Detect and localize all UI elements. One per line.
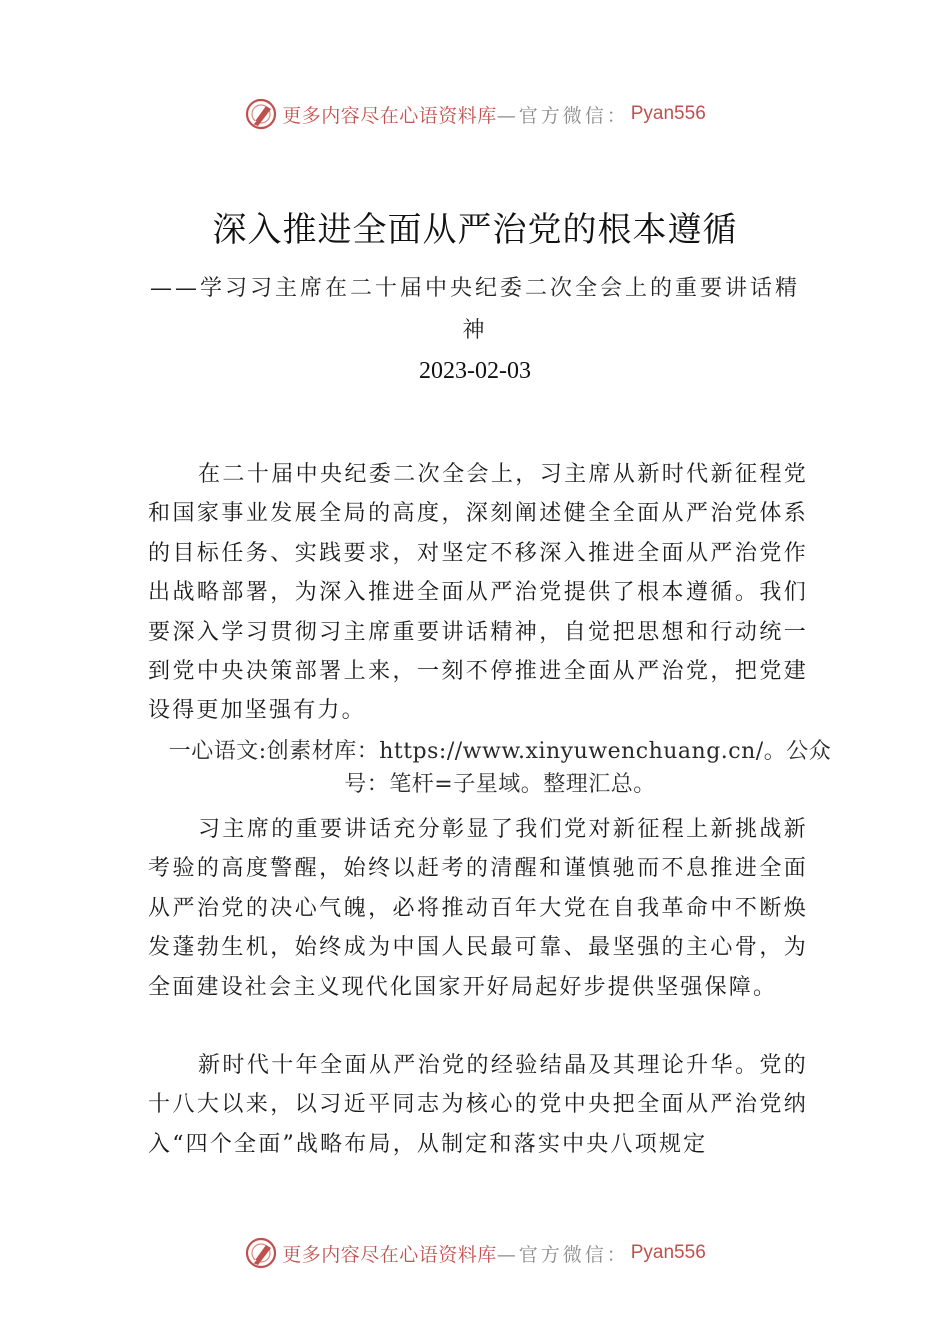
document-subtitle: ——学习习主席在二十届中央纪委二次全会上的重要讲话精神 — [150, 276, 801, 343]
pen-nib-logo-icon — [244, 1236, 278, 1270]
paragraph-1: 在二十届中央纪委二次全会上，习主席从新时代新征程党和国家事业发展全局的高度，深刻阐述健全全面从严治党体系的目标任务、实践要求，对坚定不移深入推进全面从严治党作出战略部署，为深入推进全面从严治党提供了根本遵循。我们要深入学习贯彻习主席重要讲话精神，自觉把思想和行动统一到党中央决策部署上来，一刻不停推进全面从严治党，把党建设得更加坚强有力。 — [148, 462, 808, 724]
banner-wechat-id: Pyan556 — [630, 103, 706, 124]
document-date: 2023-02-03 — [419, 358, 531, 384]
pen-nib-logo-icon — [244, 97, 278, 131]
header-banner — [0, 94, 950, 134]
watermark-note: 一心语文:创素材库：https://www.xinyuwenchuang.cn/。公众号：笔杆=子星域。整理汇总。 — [168, 739, 832, 797]
footer-banner — [0, 1233, 950, 1273]
banner-wechat-id: Pyan556 — [630, 1242, 706, 1263]
banner-wechat-label: —官方微信： — [496, 1243, 629, 1266]
banner-wechat-label: —官方微信： — [496, 104, 629, 127]
paragraph-2: 习主席的重要讲话充分彰显了我们党对新征程上新挑战新考验的高度警醒，始终以赶考的清醒和谨慎驰而不息推进全面从严治党的决心气魄，必将推动百年大党在自我革命中不断焕发蓬勃生机，始终成为中国人民最可靠、最坚强的主心骨，为全面建设社会主义现代化国家开好局起好步提供坚强保障。 — [148, 817, 808, 1000]
banner-site-name: 更多内容尽在心语资料库 — [282, 104, 497, 127]
paragraph-3: 新时代十年全面从严治党的经验结晶及其理论升华。党的十八大以来，以习近平同志为核心的党中央把全面从严治党纳入“四个全面”战略布局，从制定和落实中央八项规定 — [148, 1053, 808, 1157]
banner-site-name: 更多内容尽在心语资料库 — [282, 1243, 497, 1266]
document-title: 深入推进全面从严治党的根本遵循 — [212, 210, 738, 250]
